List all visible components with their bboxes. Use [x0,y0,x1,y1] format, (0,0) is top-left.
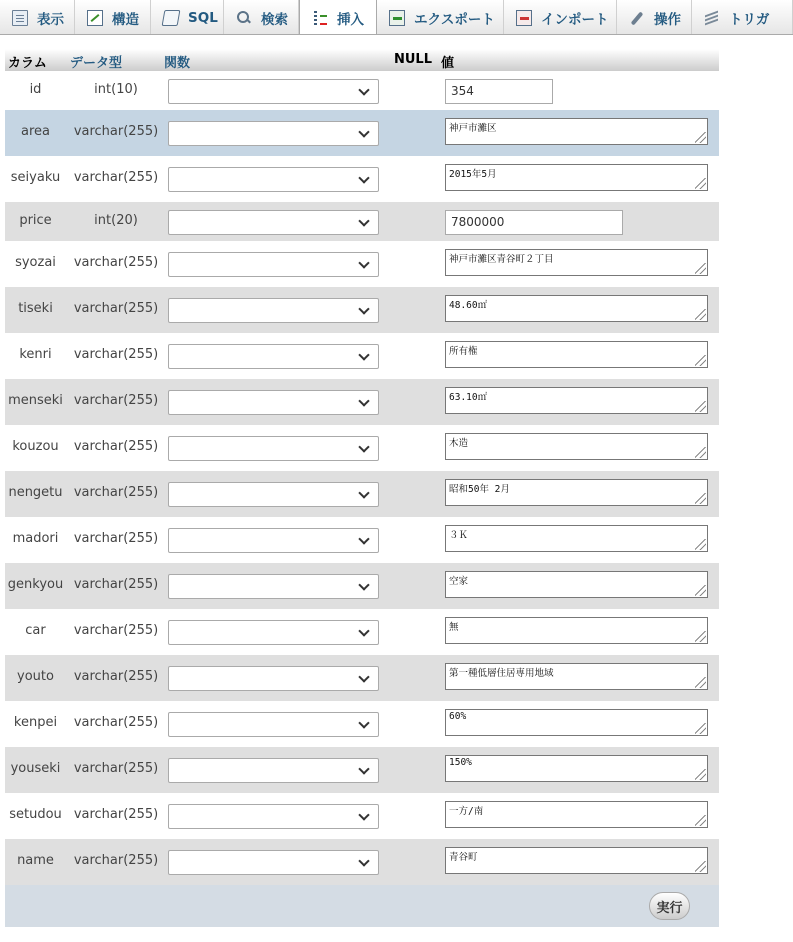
column-type: varchar(255) [73,715,159,730]
column-name: madori [12,531,59,546]
tab-label: 操作 [654,11,681,28]
table-row [5,241,719,287]
table-row [5,379,719,425]
column-type: varchar(255) [73,301,159,316]
function-select[interactable] [168,436,379,461]
chevron-down-icon [358,126,369,137]
chevron-down-icon [358,625,369,636]
resize-grip-icon[interactable] [695,539,706,550]
chevron-down-icon [358,441,369,452]
form-footer [5,885,719,927]
value-text: 空家 [449,576,469,587]
value-textarea[interactable] [445,249,708,276]
value-textarea[interactable] [445,341,708,368]
column-type: varchar(255) [73,531,159,546]
chevron-down-icon [358,215,369,226]
table-row [5,425,719,471]
column-type: varchar(255) [73,393,159,408]
chevron-down-icon [358,809,369,820]
column-type: varchar(255) [73,623,159,638]
column-name: genkyou [7,577,64,592]
function-select[interactable] [168,298,379,323]
value-textarea[interactable] [445,801,708,828]
value-textarea[interactable] [445,295,708,322]
header-null: NULL [394,52,433,67]
column-type: varchar(255) [73,170,159,185]
column-type: int(10) [94,82,138,97]
function-select[interactable] [168,620,379,645]
value-textarea[interactable] [445,525,708,552]
header-function[interactable]: 関数 [164,56,191,71]
tab-structure[interactable] [75,0,151,35]
table-header [5,49,719,71]
column-type: varchar(255) [73,761,159,776]
column-name: kenpei [13,715,58,730]
column-name: car [25,623,46,638]
chevron-down-icon [358,717,369,728]
tab-export[interactable] [377,0,504,35]
value-text: 所有権 [449,346,478,357]
function-select[interactable] [168,528,379,553]
function-select[interactable] [168,804,379,829]
value-textarea[interactable] [445,164,708,191]
column-type: varchar(255) [73,669,159,684]
table-row [5,517,719,563]
chevron-down-icon [358,395,369,406]
chevron-down-icon [358,855,369,866]
browse-icon [12,10,28,26]
function-select[interactable] [168,574,379,599]
column-name: seiyaku [10,170,61,185]
table-row [5,793,719,839]
value-text: 木造 [449,438,469,449]
chevron-down-icon [358,84,369,95]
table-row [5,655,719,701]
tab-label: 表示 [37,11,64,28]
wrench-icon [629,10,645,26]
chevron-down-icon [358,671,369,682]
tab-insert[interactable] [299,0,377,35]
table-row [5,110,719,156]
resize-grip-icon[interactable] [695,178,706,189]
search-icon [236,10,252,26]
resize-grip-icon[interactable] [695,585,706,596]
table-row [5,471,719,517]
tab-operations[interactable] [617,0,692,35]
value-text: 150% [449,757,472,768]
value-textarea[interactable] [445,387,708,414]
value-text: 一方/南 [449,806,484,817]
column-name: menseki [8,393,63,408]
tab-bar [0,0,793,35]
chevron-down-icon [358,533,369,544]
column-type: varchar(255) [73,347,159,362]
resize-grip-icon[interactable] [695,309,706,320]
import-icon [516,10,532,26]
value-text: 青谷町 [449,852,478,863]
function-select[interactable] [168,712,379,737]
structure-icon [87,10,103,26]
function-select[interactable] [168,79,379,104]
table-row [5,609,719,655]
tab-label: 構造 [112,11,139,28]
column-name: tiseki [18,301,53,316]
column-type: int(20) [94,213,138,228]
function-select[interactable] [168,850,379,875]
column-name: youto [17,669,54,684]
column-type: varchar(255) [73,485,159,500]
column-type: varchar(255) [73,439,159,454]
resize-grip-icon[interactable] [695,769,706,780]
value-text: 48.60㎡ [449,300,488,311]
value-text: ３Ｋ [449,530,469,541]
function-select[interactable] [168,167,379,192]
value-textarea[interactable] [445,755,708,782]
table-row [5,333,719,379]
sql-icon [162,10,181,26]
column-name: area [21,124,50,139]
column-type: varchar(255) [73,255,159,270]
resize-grip-icon[interactable] [695,723,706,734]
chevron-down-icon [358,303,369,314]
resize-grip-icon[interactable] [695,493,706,504]
column-name: name [17,853,54,868]
value-text: 第一種低層住居専用地域 [449,668,554,679]
go-button[interactable]: 実行 [649,892,690,920]
value-textarea[interactable] [445,847,708,874]
column-name: youseki [10,761,61,776]
function-select[interactable] [168,252,379,277]
chevron-down-icon [358,763,369,774]
column-name: setudou [9,807,62,822]
table-row [5,839,719,885]
column-name: nengetu [8,485,63,500]
value-textarea[interactable] [445,433,708,460]
chevron-down-icon [358,257,369,268]
export-icon [389,10,405,26]
value-text: 神戸市灘区青谷町２丁目 [449,254,554,265]
table-row [5,563,719,609]
chevron-down-icon [358,349,369,360]
value-text: 昭和50年 2月 [449,484,510,495]
table-row [5,156,719,202]
tab-label: インポート [541,11,609,28]
resize-grip-icon[interactable] [695,355,706,366]
value-textarea[interactable] [445,663,708,690]
value-text: 63.10㎡ [449,392,488,403]
function-select[interactable] [168,121,379,146]
function-select[interactable] [168,390,379,415]
header-type[interactable]: データ型 [70,56,123,71]
column-name: kenri [19,347,52,362]
resize-grip-icon[interactable] [695,447,706,458]
resize-grip-icon[interactable] [695,263,706,274]
chevron-down-icon [358,579,369,590]
insert-form-table [5,49,719,927]
function-select[interactable] [168,344,379,369]
tab-import[interactable] [504,0,617,35]
column-type: varchar(255) [73,807,159,822]
value-textarea[interactable] [445,709,708,736]
header-column: カラム [8,56,47,71]
tab-label: 検索 [261,11,288,28]
tab-triggers[interactable] [692,0,793,35]
function-select[interactable] [168,758,379,783]
tab-label: トリガ [729,11,770,28]
column-name: kouzou [12,439,59,454]
resize-grip-icon[interactable] [695,677,706,688]
column-type: varchar(255) [73,853,159,868]
table-row [5,287,719,333]
value-text: 60% [449,711,467,722]
resize-grip-icon[interactable] [695,861,706,872]
resize-grip-icon[interactable] [695,631,706,642]
tab-sql[interactable] [151,0,224,35]
table-row [5,202,719,241]
resize-grip-icon[interactable] [695,132,706,143]
trigger-icon [704,10,720,26]
value-input[interactable]: 354 [445,79,553,104]
table-row [5,71,719,110]
value-text: 2015年5月 [449,169,497,180]
table-row [5,701,719,747]
tab-label: SQL [188,9,218,26]
value-text: 無 [449,622,459,633]
column-name: syozai [15,255,56,270]
value-text: 神戸市灘区 [449,123,497,134]
tab-label: エクスポート [414,11,495,28]
value-textarea[interactable] [445,118,708,145]
chevron-down-icon [358,172,369,183]
chevron-down-icon [358,487,369,498]
function-select[interactable] [168,482,379,507]
function-select[interactable] [168,666,379,691]
insert-icon [312,10,328,26]
tab-browse[interactable] [0,0,75,35]
resize-grip-icon[interactable] [695,401,706,412]
value-input[interactable]: 7800000 [445,210,623,235]
tab-label: 挿入 [337,12,364,28]
column-name: id [29,82,42,97]
resize-grip-icon[interactable] [695,815,706,826]
tab-search[interactable] [224,0,299,35]
function-select[interactable] [168,210,379,235]
column-type: varchar(255) [73,577,159,592]
column-name: price [19,213,52,228]
column-type: varchar(255) [73,124,159,139]
header-value: 値 [441,56,455,71]
value-textarea[interactable] [445,479,708,506]
table-row [5,747,719,793]
value-textarea[interactable] [445,617,708,644]
value-textarea[interactable] [445,571,708,598]
